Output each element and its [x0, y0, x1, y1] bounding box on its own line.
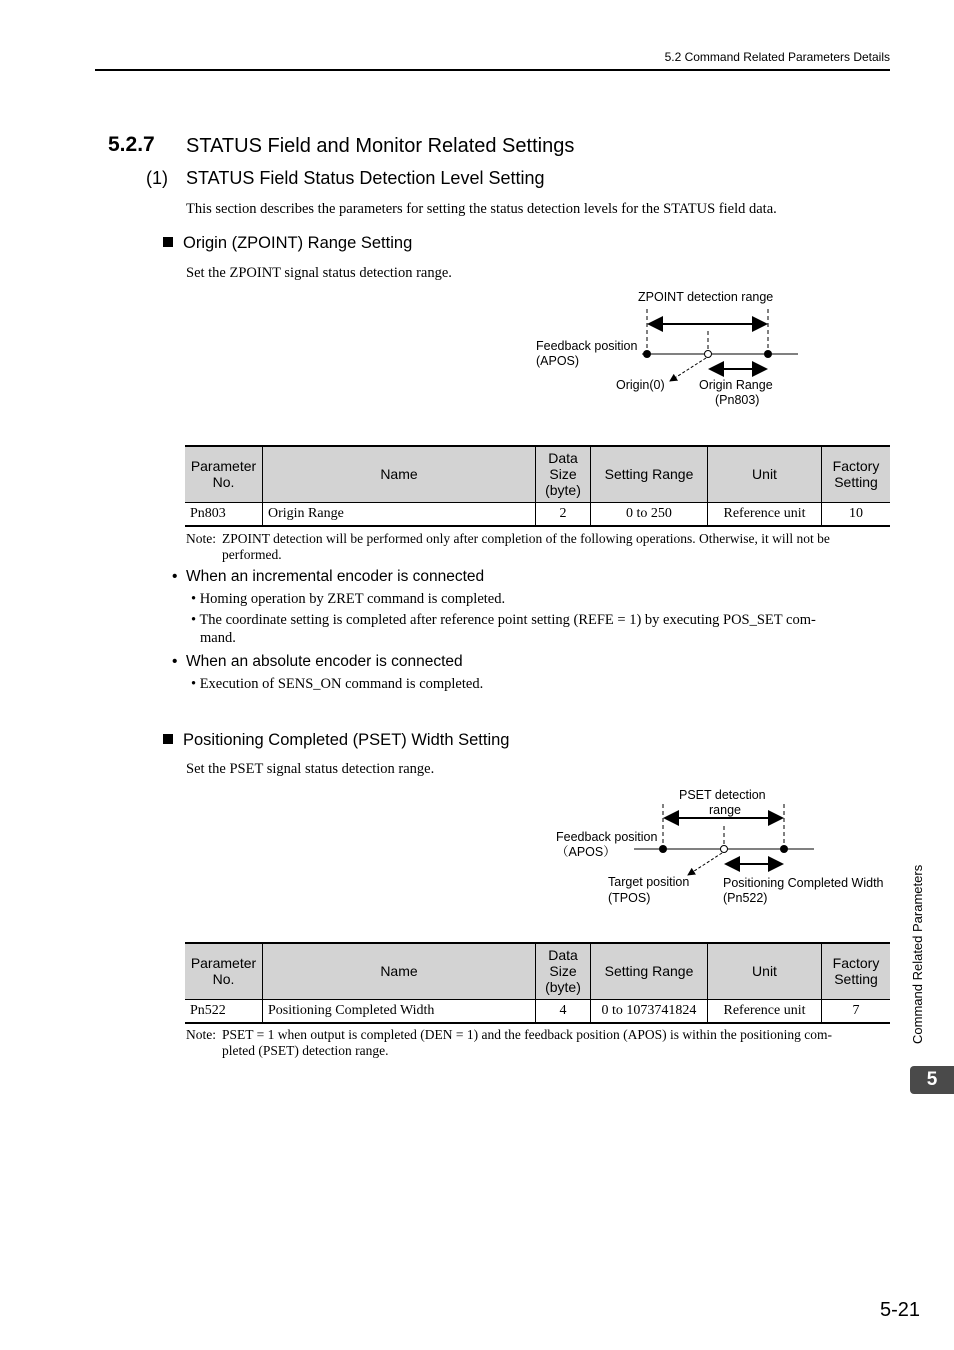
cell-factory-setting: 10: [822, 502, 891, 526]
pset-description: Set the PSET signal status detection range.: [186, 761, 435, 777]
list-item-continuation: mand.: [200, 630, 236, 646]
range-start-dot: [643, 350, 651, 358]
table-header-row: [185, 446, 890, 502]
pset-diagram: [550, 782, 895, 912]
col-name: Name: [263, 446, 536, 502]
case-absolute: • When an absolute encoder is connected: [172, 653, 463, 670]
chapter-side-label: Command Related Parameters: [910, 864, 925, 1044]
zpoint-note-label: Note:: [186, 531, 216, 546]
target-position-label: Target position: [608, 875, 690, 889]
list-item-text: Homing operation by ZRET command is completed.: [199, 591, 506, 607]
list-item: • Homing operation by ZRET command is completed.: [191, 591, 506, 607]
col-name: Name: [263, 943, 536, 999]
list-item: • The coordinate setting is completed after reference point setting (REFE = 1) by executing POS_SET com-: [191, 612, 816, 628]
pset-feedback-apos: （APOS）: [556, 845, 616, 859]
col-parameter-no: Parameter No.: [185, 446, 263, 502]
zpoint-note-line2: performed.: [222, 547, 282, 562]
col-data-size: Data Size (byte): [536, 943, 591, 999]
page-number: 5-21: [880, 1299, 921, 1321]
pset-end-dot: [780, 845, 788, 853]
table-row: [185, 999, 890, 1023]
zpoint-description: Set the ZPOINT signal status detection range.: [186, 265, 452, 281]
feedback-label-apos: (APOS): [536, 354, 580, 368]
col-setting-range: Setting Range: [591, 943, 708, 999]
origin-point-icon: [705, 351, 712, 358]
pset-feedback-label: Feedback position: [556, 830, 658, 844]
chapter-tab: 5: [910, 1066, 954, 1094]
col-factory-setting: Factory Setting: [822, 446, 891, 502]
origin-label: Origin(0): [616, 378, 665, 392]
section-number: 5.2.7: [108, 133, 155, 156]
header-rule: [95, 69, 890, 71]
cell-unit: Reference unit: [708, 502, 822, 526]
case-incremental-title: When an incremental encoder is connected: [186, 568, 485, 585]
pset-parameter-table: [185, 942, 890, 1024]
intro-text: This section describes the parameters for setting the status detection levels for the STATUS field data.: [186, 201, 777, 217]
col-parameter-no: Parameter No.: [185, 943, 263, 999]
cell-parameter-no: Pn803: [185, 502, 263, 526]
cell-data-size: 4: [536, 999, 591, 1023]
pset-width-param: (Pn522): [723, 891, 768, 905]
target-position-tpos: (TPOS): [608, 891, 651, 905]
pset-note: [222, 1027, 890, 1059]
section-title: STATUS Field and Monitor Related Settings: [186, 135, 575, 157]
subsection-title: STATUS Field Status Detection Level Setting: [186, 168, 545, 188]
col-setting-range: Setting Range: [591, 446, 708, 502]
cell-parameter-no: Pn522: [185, 999, 263, 1023]
col-factory-setting: Factory Setting: [822, 943, 891, 999]
cell-unit: Reference unit: [708, 999, 822, 1023]
range-end-dot: [764, 350, 772, 358]
cell-setting-range: 0 to 1073741824: [591, 999, 708, 1023]
zpoint-diagram: [530, 285, 820, 415]
zpoint-parameter-table: [185, 445, 890, 527]
origin-range-param: (Pn803): [715, 393, 760, 407]
zpoint-note: [222, 531, 890, 563]
running-header: 5.2 Command Related Parameters Details: [664, 50, 890, 64]
pset-heading: [163, 731, 509, 750]
table-row: [185, 502, 890, 526]
cell-name: Positioning Completed Width: [263, 999, 536, 1023]
col-data-size: Data Size (byte): [536, 446, 591, 502]
pset-note-line2: pleted (PSET) detection range.: [222, 1043, 389, 1058]
pset-note-line1: PSET = 1 when output is completed (DEN = 1) and the feedback position (APOS) is within the positioning com-: [222, 1027, 833, 1042]
feedback-label: Feedback position: [536, 339, 638, 353]
square-bullet-icon: [163, 734, 173, 744]
zpoint-heading-text: Origin (ZPOINT) Range Setting: [183, 234, 413, 252]
col-unit: Unit: [708, 943, 822, 999]
pset-range-label: PSET detection: [679, 788, 766, 802]
cell-data-size: 2: [536, 502, 591, 526]
list-item-text: The coordinate setting is completed after reference point setting (REFE = 1) by executing POS_SET com-: [199, 612, 816, 628]
subsection-number: (1): [146, 168, 168, 188]
zpoint-note-line1: ZPOINT detection will be performed only after completion of the following operations. Otherwise, it will not be: [222, 531, 830, 546]
pset-start-dot: [659, 845, 667, 853]
target-pointer-arrow: [688, 853, 722, 875]
pset-width-label: Positioning Completed Width: [723, 876, 884, 890]
cell-name: Origin Range: [263, 502, 536, 526]
cell-setting-range: 0 to 250: [591, 502, 708, 526]
origin-range-label: Origin Range: [699, 378, 773, 392]
square-bullet-icon: [163, 237, 173, 247]
case-incremental: • When an incremental encoder is connected: [172, 568, 485, 585]
list-item-text: Execution of SENS_ON command is completed.: [199, 676, 484, 692]
list-item: • Execution of SENS_ON command is completed.: [191, 676, 484, 692]
target-point-icon: [721, 846, 728, 853]
case-absolute-title: When an absolute encoder is connected: [186, 653, 463, 670]
pset-range-label-2: range: [709, 803, 741, 817]
col-unit: Unit: [708, 446, 822, 502]
cell-factory-setting: 7: [822, 999, 891, 1023]
zpoint-range-label: ZPOINT detection range: [638, 290, 774, 304]
table-header-row: [185, 943, 890, 999]
pset-note-label: Note:: [186, 1027, 216, 1042]
pset-heading-text: Positioning Completed (PSET) Width Setting: [183, 731, 510, 749]
zpoint-heading: [163, 234, 412, 253]
